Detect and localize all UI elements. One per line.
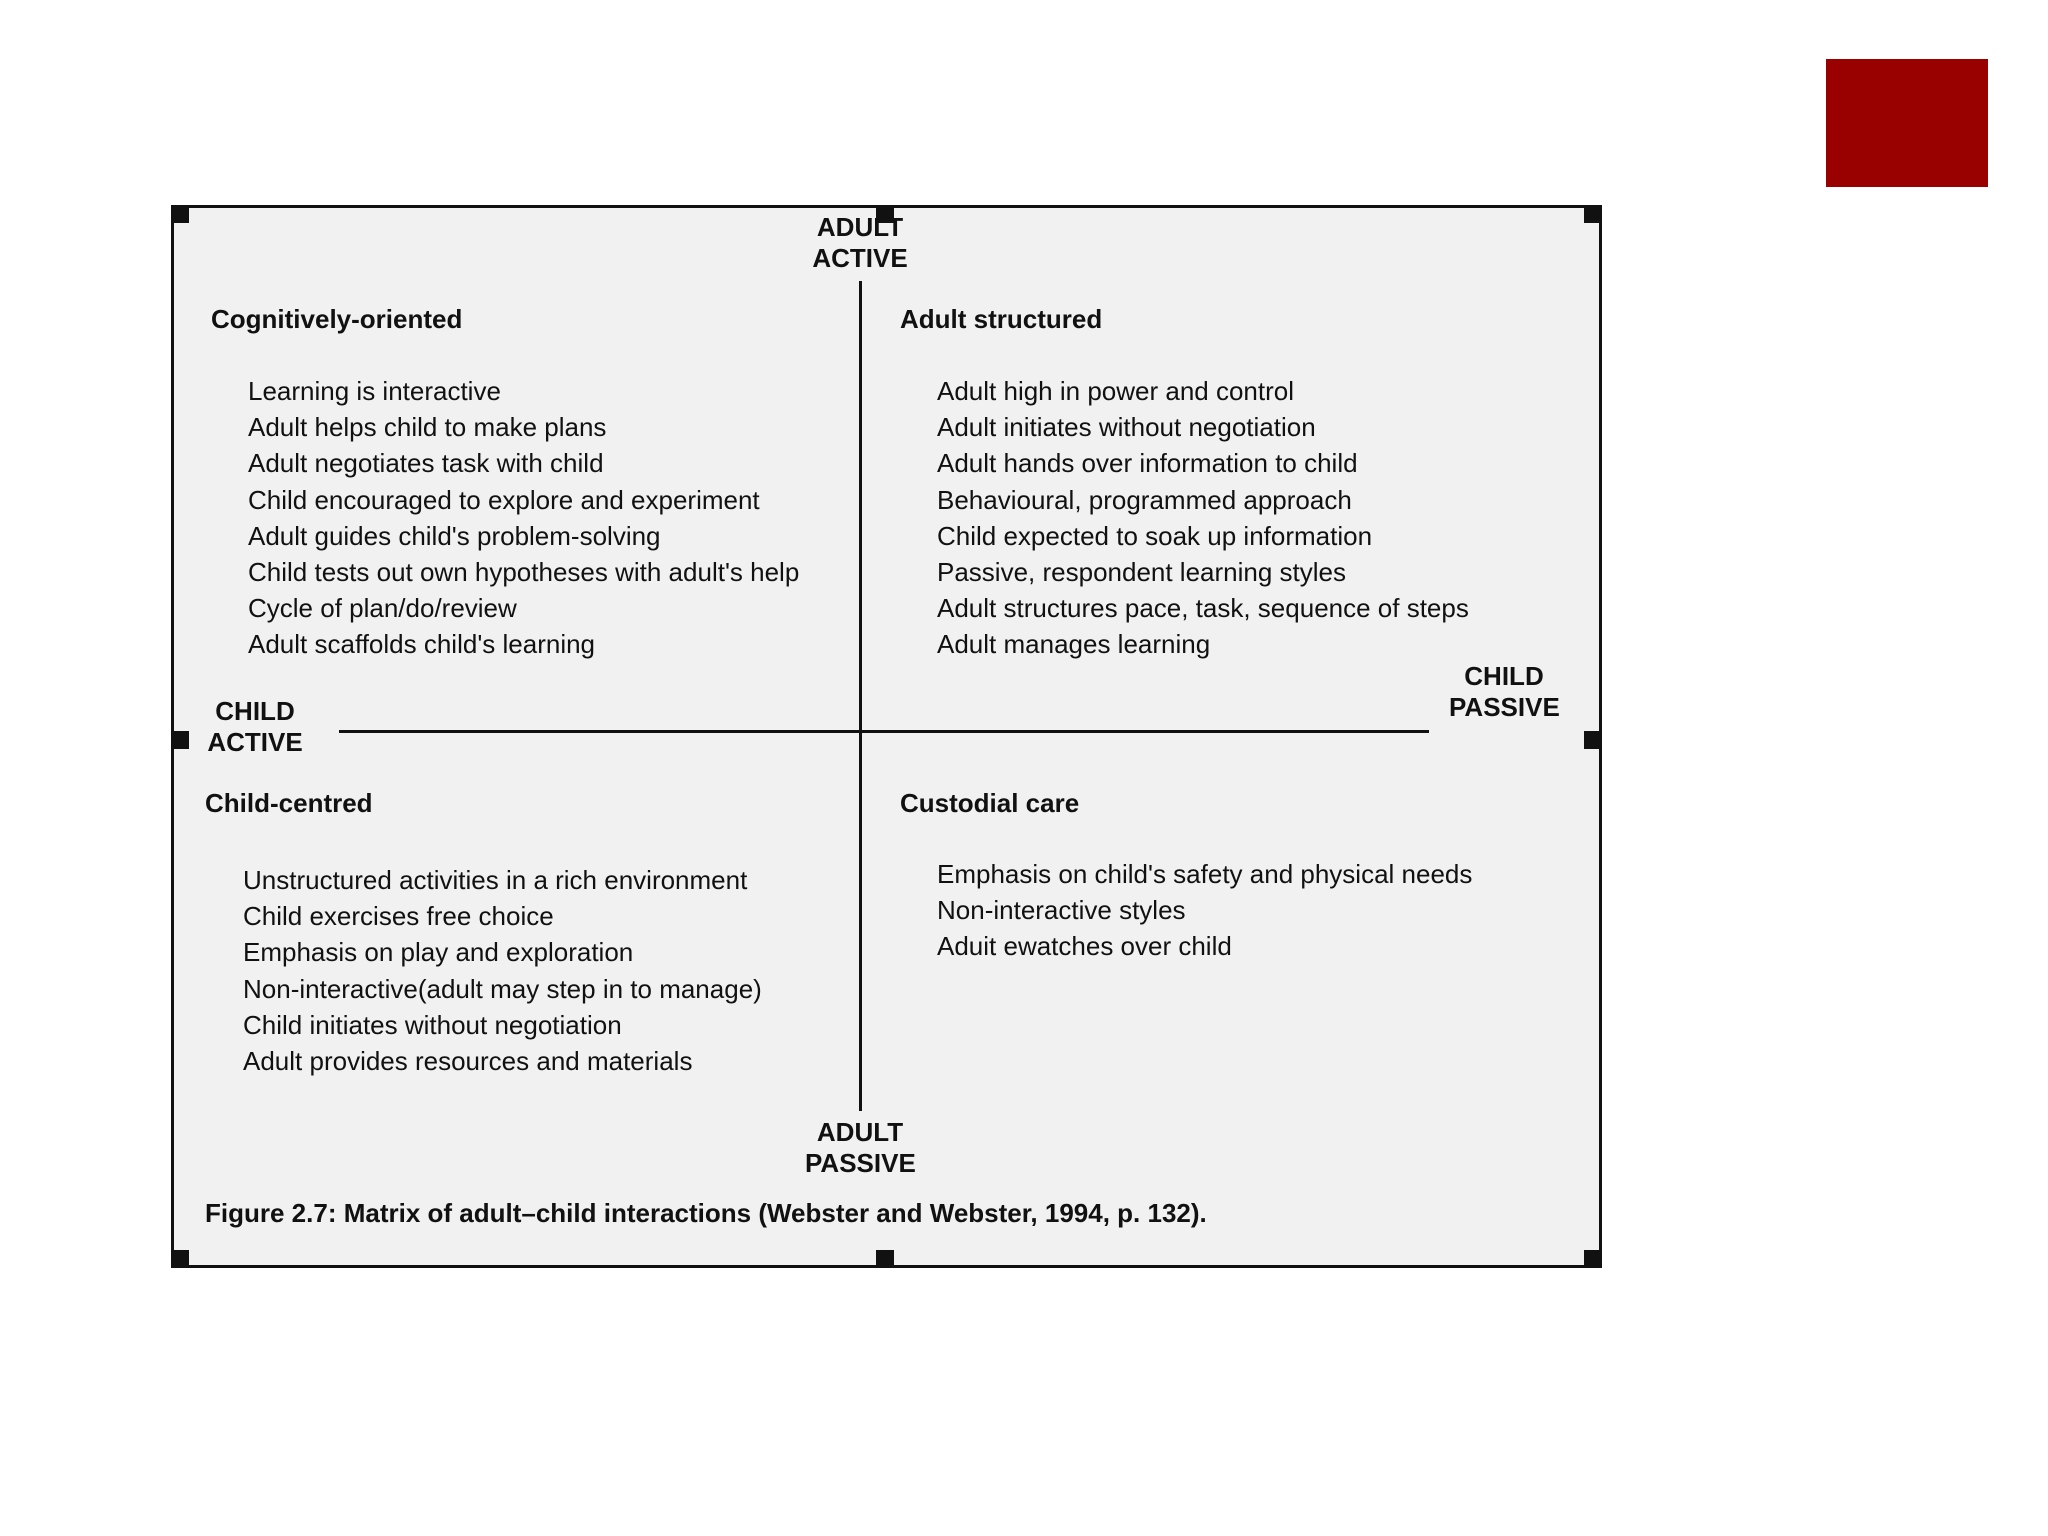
selection-handle-top-right[interactable] <box>1584 205 1602 223</box>
list-item: Child tests out own hypotheses with adult's help <box>248 557 800 588</box>
list-item: Emphasis on child's safety and physical needs <box>937 859 1473 889</box>
list-item: Child initiates without negotiation <box>243 1009 622 1040</box>
quadrant-list-child-centred <box>243 862 762 1079</box>
selection-handle-middle-left[interactable] <box>171 731 189 749</box>
interaction-matrix-figure <box>171 205 1602 1268</box>
selection-handle-bottom-left[interactable] <box>171 1250 189 1268</box>
quadrant-title-child-centred: Child-centred <box>205 788 373 818</box>
list-item: Adult guides child's problem-solving <box>248 520 661 551</box>
accent-square <box>1826 59 1988 187</box>
list-item: Behavioural, programmed approach <box>937 484 1352 515</box>
axis-label-child-active: CHILD ACTIVE <box>207 696 303 757</box>
axis-label-adult-active: ADULT ACTIVE <box>812 212 908 273</box>
quadrant-list-cognitively-oriented <box>248 373 799 663</box>
quadrant-list-adult-structured <box>937 373 1469 663</box>
quadrant-title-cognitively-oriented: Cognitively-oriented <box>211 304 463 334</box>
list-item: Non-interactive styles <box>937 895 1186 926</box>
list-item: Child encouraged to explore and experiment <box>248 484 760 515</box>
selection-handle-middle-right[interactable] <box>1584 731 1602 749</box>
list-item: Adult hands over information to child <box>937 448 1358 479</box>
list-item: Learning is interactive <box>248 376 501 406</box>
list-item: Passive, respondent learning styles <box>937 557 1347 588</box>
list-item: Adult helps child to make plans <box>248 412 607 443</box>
vertical-axis <box>859 281 862 1111</box>
list-item: Adult initiates without negotiation <box>937 412 1316 443</box>
selection-handle-bottom-right[interactable] <box>1584 1250 1602 1268</box>
figure-caption: Figure 2.7: Matrix of adult–child interactions (Webster and Webster, 1994, p. 132). <box>205 1198 1207 1228</box>
quadrant-title-adult-structured: Adult structured <box>900 304 1103 334</box>
list-item: Unstructured activities in a rich environment <box>243 865 748 895</box>
selection-handle-bottom-middle[interactable] <box>876 1250 894 1268</box>
list-item: Adult scaffolds child's learning <box>248 629 596 660</box>
quadrant-list-custodial-care <box>937 856 1472 965</box>
list-item: Non-interactive(adult may step in to manage) <box>243 973 762 1004</box>
list-item: Adult provides resources and materials <box>243 1046 693 1077</box>
list-item: Aduit ewatches over child <box>937 931 1232 962</box>
axis-label-adult-passive: ADULT PASSIVE <box>805 1117 916 1178</box>
quadrant-title-custodial-care: Custodial care <box>900 788 1080 818</box>
list-item: Adult negotiates task with child <box>248 448 604 479</box>
horizontal-axis <box>339 730 1429 733</box>
list-item: Adult high in power and control <box>937 376 1295 406</box>
list-item: Adult structures pace, task, sequence of steps <box>937 593 1469 624</box>
list-item: Child exercises free choice <box>243 901 554 932</box>
list-item: Emphasis on play and exploration <box>243 937 634 968</box>
list-item: Child expected to soak up information <box>937 520 1373 551</box>
selection-handle-top-left[interactable] <box>171 205 189 223</box>
list-item: Cycle of plan/do/review <box>248 593 517 624</box>
axis-label-child-passive: CHILD PASSIVE <box>1449 661 1560 722</box>
list-item: Adult manages learning <box>937 629 1211 660</box>
